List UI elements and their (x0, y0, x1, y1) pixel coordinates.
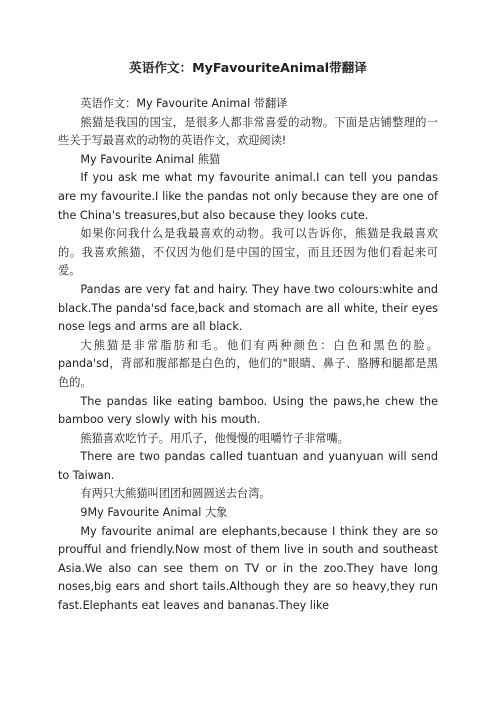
paragraph-zh-2: 大熊猫是非常脂肪和毛。他们有两种颜色：白色和黑色的脸。panda'sd，背部和腹部都是白色的，他们的"眼睛、鼻子、胳膊和腿都是黑色的。 (58, 338, 438, 389)
paragraph-en-1: If you ask me what my favourite animal.I can tell you pandas are my favourite.I like the pandas not only because they are one of the China's treasures,but also because they looks cute. (58, 171, 438, 222)
paragraph-intro: 熊猫是我国的国宝，是很多人都非常喜爱的动物。下面是店铺整理的一些关于写最喜欢的动物的英语作文，欢迎阅读! (58, 115, 438, 148)
document-title: 英语作文：MyFavouriteAnimal带翻译 (129, 60, 367, 75)
paragraph-en-5: My favourite animal are elephants,because I think they are so proufful and friendly.Now most of them live in south and southeast Asia.We also can see them on TV or in the zoo.They have long noses,big ears and short tails.Although they are so heavy,they run fast.Elephants eat leaves and bananas.They like (58, 524, 438, 613)
paragraph-heading: 英语作文：My Favourite Animal 带翻译 (80, 97, 288, 110)
paragraph-en-3: The pandas like eating bamboo. Using the paws,he chew the bamboo very slowly with his mouth. (58, 394, 438, 427)
paragraph-subtitle-panda: My Favourite Animal 熊猫 (80, 152, 221, 166)
paragraph-subtitle-elephant: 9My Favourite Animal 大象 (80, 506, 228, 520)
paragraph-en-2: Pandas are very fat and hairy. They have two colours:white and black.The panda'sd face,back and stomach are all white, their eyes nose legs and arms are all black. (58, 282, 438, 334)
paragraph-zh-4: 有两只大熊猫叫团团和圆圆送去台湾。 (80, 487, 271, 501)
paragraph-zh-3: 熊猫喜欢吃竹子。用爪子，他慢慢的咀嚼竹子非常嘴。 (80, 431, 349, 445)
paragraph-en-4: There are two pandas called tuantuan and yuanyuan will send to Taiwan. (58, 450, 438, 482)
paragraph-zh-1: 如果你问我什么是我最喜欢的动物。我可以告诉你，熊猫是我最喜欢的。我喜欢熊猫，不仅因为他们是中国的国宝，而且还因为他们看起来可爱。 (58, 227, 438, 278)
